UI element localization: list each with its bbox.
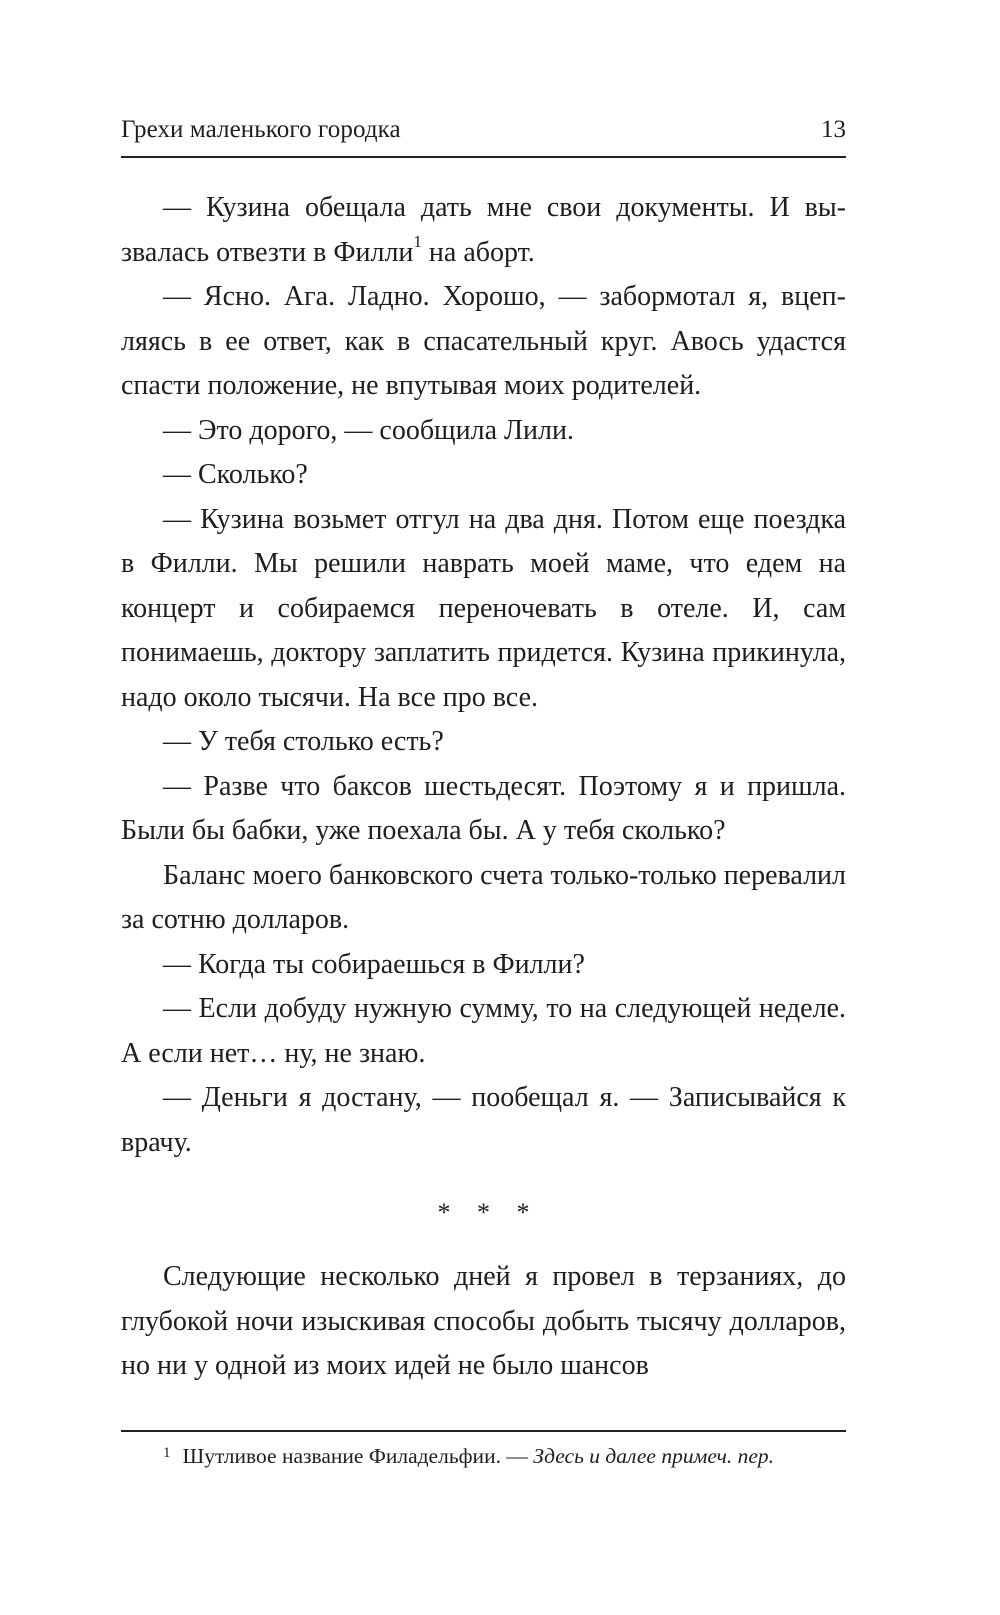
paragraph: — Если добуду нужную сумму, то на следующей неделе. А если нет… ну, не знаю. — [121, 993, 846, 1069]
paragraph: — Разве что баксов шестьдесят. Поэтому я и пришла. Были бы бабки, уже поехала бы. А у тебя сколько? — [121, 770, 846, 846]
footnote-italic-text: Здесь и далее примеч. пер. — [533, 1444, 775, 1468]
paragraph: — У тебя столько есть? — [163, 726, 444, 757]
paragraph: Следующие несколько дней я провел в терзаниях, до глубокой ночи изыскивая способы добыть тысячу долларов, но ни у одной из моих идей не было шансов — [121, 1261, 846, 1381]
main-text — [121, 186, 846, 1389]
paragraph: — Кузина возьмет отгул на два дня. Потом еще поездка в Филли. Мы решили наврать моей маме, что едем на концерт и собираемся переночевать в отеле. И, сам понимаешь, доктору заплатить придется. Кузина прикинула, надо около тысячи. На все про все. — [121, 503, 846, 713]
paragraph: — Когда ты собираешься в Филли? — [163, 948, 585, 980]
running-header — [121, 112, 846, 158]
page-number: 13 — [821, 116, 846, 143]
paragraph-text: на аборт. — [421, 236, 535, 268]
section-separator: * * * — [437, 1198, 540, 1227]
paragraph: — Это дорого, — сообщила Лили. — [163, 414, 574, 446]
footnote-mark: 1 — [163, 1445, 171, 1461]
footnote — [121, 1441, 846, 1474]
running-title: Грехи маленького городка — [121, 116, 401, 143]
paragraph-text: — Кузина обещала дать мне свои документы. И вызвалась отвезти в Филли — [121, 192, 846, 268]
footnote-text: Шутливое название Филадельфии. — — [182, 1444, 534, 1468]
footnote-reference: 1 — [413, 232, 422, 252]
footnote-divider — [121, 1430, 846, 1432]
paragraph: Баланс моего банковского счета только-только перевалил за сотню долларов. — [121, 859, 846, 935]
paragraph: — Деньги я достану, — пообещал я. — Записывайся к врачу. — [121, 1082, 846, 1158]
paragraph: — Ясно. Ага. Ладно. Хорошо, — забормотал я, вцепляясь в ее ответ, как в спасательный круг. Авось удастся спасти положение, не впутывая моих родителей. — [121, 281, 846, 401]
paragraph: — Сколько? — [163, 459, 308, 490]
paragraph — [121, 186, 846, 275]
